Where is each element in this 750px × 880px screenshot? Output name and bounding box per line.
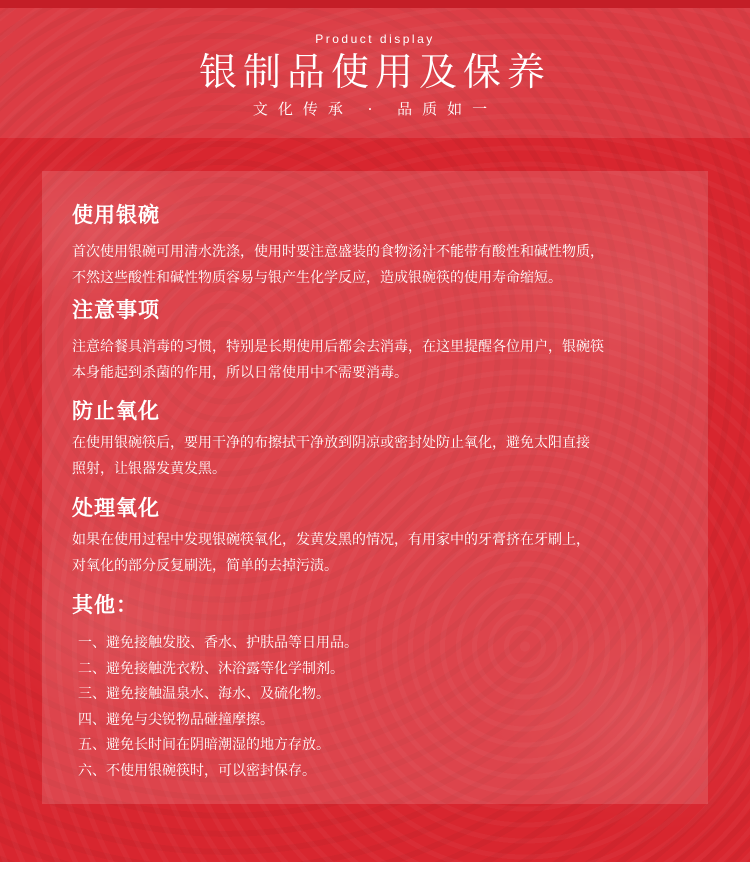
other-list: [78, 631, 358, 785]
section-heading-prevent-oxidation: 防止氧化: [72, 398, 160, 423]
body-line: 本身能起到杀菌的作用，所以日常使用中不需要消毒。: [72, 365, 408, 381]
list-item: 一、避免接触发胶、香水、护肤品等日用品。: [78, 635, 358, 651]
body-line: 注意给餐具消毒的习惯，特别是长期使用后都会去消毒，在这里提醒各位用户，银碗筷: [72, 339, 604, 355]
body-line: 如果在使用过程中发现银碗筷氧化，发黄发黑的情况，有用家中的牙膏挤在牙刷上，: [72, 532, 590, 548]
section-heading-precautions: 注意事项: [72, 297, 160, 322]
body-line: 首次使用银碗可用清水洗涤，使用时要注意盛装的食物汤汁不能带有酸性和碱性物质，: [72, 244, 604, 260]
list-item: 三、避免接触温泉水、海水、及硫化物。: [78, 686, 330, 703]
header-motto: 文化传承 · 品质如一: [252, 100, 498, 118]
page-title: 银制品使用及保养: [198, 50, 551, 94]
body-line: 不然这些酸性和碱性物质容易与银产生化学反应，造成银碗筷的使用寿命缩短。: [72, 270, 562, 286]
list-item: 五、避免长时间在阴暗潮湿的地方存放。: [78, 737, 330, 754]
section-body-precautions: [72, 334, 702, 386]
body-line: 对氧化的部分反复刷洗，简单的去掉污渍。: [72, 558, 338, 574]
section-body-prevent-oxidation: [72, 430, 702, 482]
section-body-use-silver-bowl: [72, 239, 702, 291]
header-subtitle-en: Product display: [315, 32, 435, 46]
section-heading-other: 其他：: [72, 592, 138, 617]
list-item: 二、避免接触洗衣粉、沐浴露等化学制剂。: [78, 660, 344, 677]
body-line: 在使用银碗筷后，要用干净的布擦拭干净放到阴凉或密封处防止氧化，避免太阳直接: [72, 435, 590, 451]
list-item: 四、避免与尖锐物品碰撞摩擦。: [78, 711, 274, 728]
body-line: 照射，让银器发黄发黑。: [72, 461, 226, 477]
list-item: 六、不使用银碗筷时，可以密封保存。: [78, 762, 316, 779]
section-body-treat-oxidation: [72, 527, 702, 579]
top-strip: [0, 0, 750, 8]
section-heading-treat-oxidation: 处理氧化: [72, 495, 160, 520]
section-heading-use-silver-bowl: 使用银碗: [72, 202, 160, 227]
